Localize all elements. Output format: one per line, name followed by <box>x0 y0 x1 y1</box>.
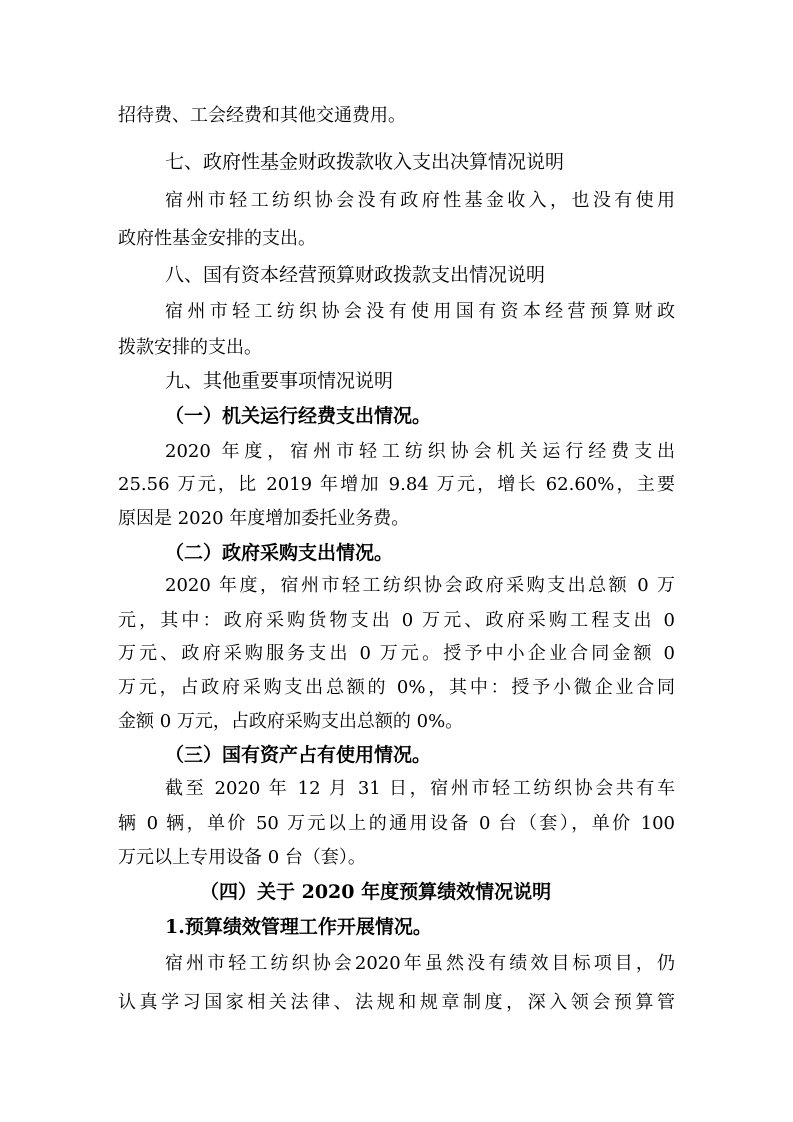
section-heading-8: 八、国有资本经营预算财政拨款支出情况说明 <box>165 264 546 286</box>
section-heading-9: 九、其他重要事项情况说明 <box>165 370 394 392</box>
body-line: 2020 年度，宿州市轻工纺织协会机关运行经费支出 <box>165 441 675 462</box>
body-line: 万元、政府采购服务支出 0 万元。授予中小企业合同金额 0 <box>118 643 675 664</box>
body-line: 认真学习国家相关法律、法规和规章制度，深入领会预算管 <box>118 992 675 1013</box>
body-line: 宿州市轻工纺织协会没有使用国有资本经营预算财政 <box>165 301 675 322</box>
body-line: 25.56 万元，比 2019 年增加 9.84 万元，增长 62.60%，主要 <box>118 474 675 495</box>
subsection-heading-4: （四）关于 2020 年度预算绩效情况说明 <box>200 881 552 903</box>
body-line: 2020 年度，宿州市轻工纺织协会政府采购支出总额 0 万 <box>165 575 675 596</box>
body-line: 招待费、工会经费和其他交通费用。 <box>118 105 406 126</box>
section-heading-7: 七、政府性基金财政拨款收入支出决算情况说明 <box>165 151 565 173</box>
body-line: 宿州市轻工纺织协会2020年虽然没有绩效目标项目，仍 <box>165 953 675 974</box>
numbered-heading-1: 1.预算绩效管理工作开展情况。 <box>165 916 432 938</box>
body-line: 辆 0 辆，单价 50 万元以上的通用设备 0 台（套），单价 100 <box>118 813 675 834</box>
body-line: 万元以上专用设备 0 台（套）。 <box>118 847 366 868</box>
body-line: 宿州市轻工纺织协会没有政府性基金收入，也没有使用 <box>165 190 675 211</box>
body-line: 原因是 2020 年度增加委托业务费。 <box>118 508 410 529</box>
body-line: 截至 2020 年 12 月 31 日，宿州市轻工纺织协会共有车 <box>165 778 675 799</box>
body-line: 拨款安排的支出。 <box>118 337 262 358</box>
subsection-heading-1: （一）机关运行经费支出情况。 <box>165 405 432 427</box>
subsection-heading-2: （二）政府采购支出情况。 <box>165 542 394 564</box>
body-line: 政府性基金安排的支出。 <box>118 228 316 249</box>
body-line: 万元，占政府采购支出总额的 0%，其中：授予小微企业合同 <box>118 677 675 698</box>
subsection-heading-3: （三）国有资产占有使用情况。 <box>165 744 432 766</box>
body-line: 元，其中：政府采购货物支出 0 万元、政府采购工程支出 0 <box>118 610 675 631</box>
body-line: 金额 0 万元，占政府采购支出总额的 0%。 <box>118 711 464 732</box>
